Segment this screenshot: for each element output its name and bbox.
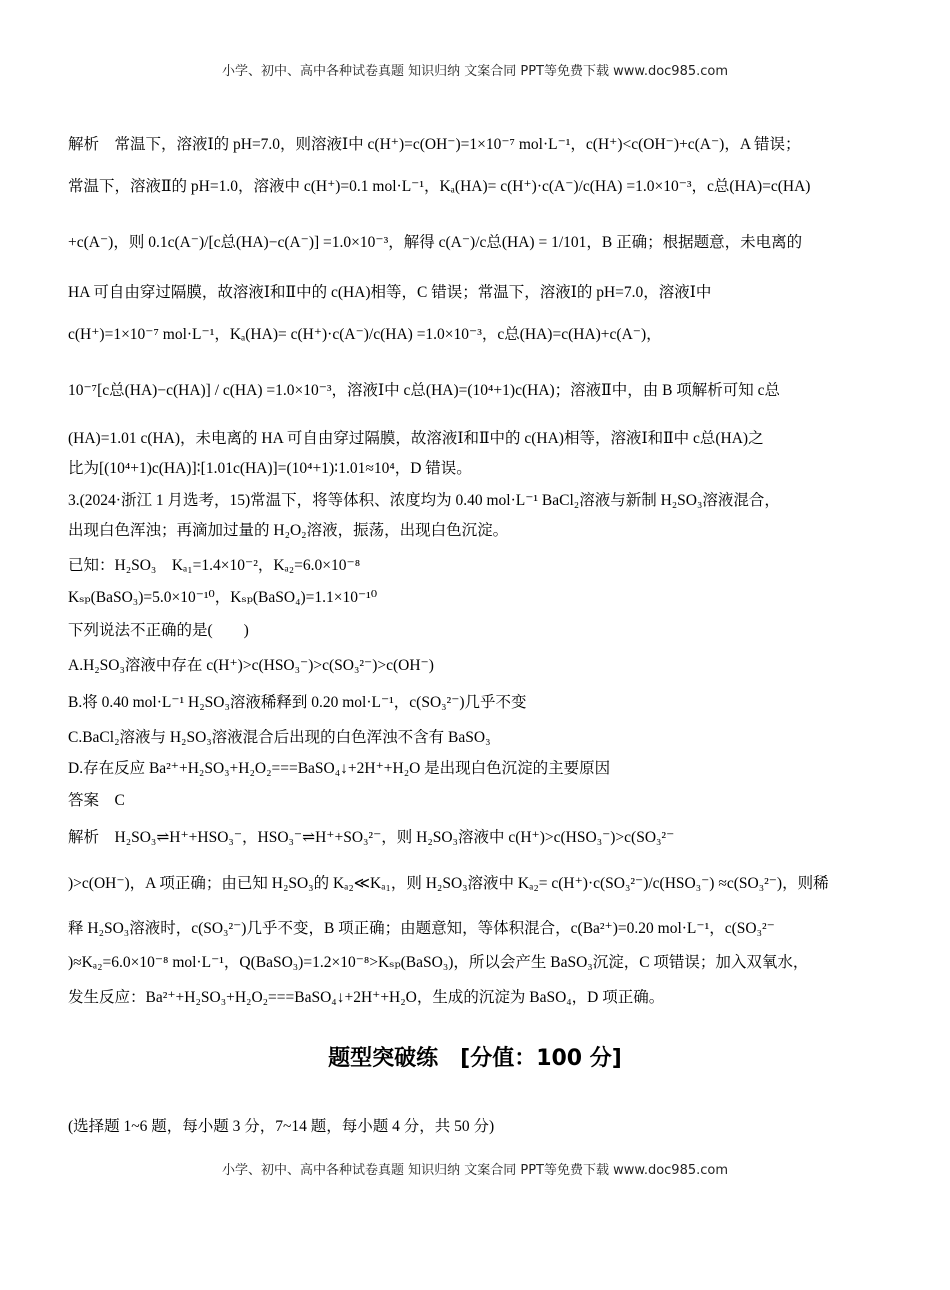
option-d: D.存在反应 Ba²⁺+H₂SO₃+H₂O₂===BaSO₄↓+2H⁺+H₂O 是出现白色沉淀的主要原因 — [68, 760, 611, 777]
text-line: 解析 H₂SO₃⇌H⁺+HSO₃⁻，HSO₃⁻⇌H⁺+SO₃²⁻，则 H₂SO₃溶液中 c(H⁺)>c(HSO₃⁻)>c(SO₃²⁻ — [68, 829, 675, 846]
given-data: 已知：H₂SO₃ Kₐ₁=1.4×10⁻²，Kₐ₂=6.0×10⁻⁸ — [68, 557, 361, 574]
question-prompt: 下列说法不正确的是( ) — [68, 622, 249, 639]
text-line: HA 可自由穿过隔膜，故溶液Ⅰ和Ⅱ中的 c(HA)相等，C 错误；常温下，溶液Ⅰ的 pH=7.0，溶液Ⅰ中 — [68, 284, 712, 301]
text-line: +c(A⁻)，则 0.1c(A⁻)/[c总(HA)−c(A⁻)] =1.0×10⁻³，解得 c(A⁻)/c总(HA) = 1/101，B 正确；根据题意，未电离的 — [68, 234, 803, 251]
page-header: 小学、初中、高中各种试卷真题 知识归纳 文案合同 PPT等免费下载 www.doc985.com — [221, 64, 729, 79]
text-line: 比为[(10⁴+1)c(HA)]∶[1.01c(HA)]=(10⁴+1)∶1.01≈10⁴，D 错误。 — [68, 460, 472, 477]
text-line: 常温下，溶液Ⅱ的 pH=1.0，溶液中 c(H⁺)=0.1 mol·L⁻¹，Kₐ(HA)= c(H⁺)·c(A⁻)/c(HA) =1.0×10⁻³，c总(HA)=c(HA) — [68, 178, 811, 195]
question-stem: 3.(2024·浙江 1 月选考，15)常温下，将等体积、浓度均为 0.40 mol·L⁻¹ BaCl₂溶液与新制 H₂SO₃溶液混合， — [68, 492, 780, 509]
page-footer: 小学、初中、高中各种试卷真题 知识归纳 文案合同 PPT等免费下载 www.doc985.com — [221, 1163, 729, 1178]
section-note: (选择题 1~6 题，每小题 3 分，7~14 题，每小题 4 分，共 50 分) — [68, 1118, 495, 1135]
text-line: 释 H₂SO₃溶液时，c(SO₃²⁻)几乎不变，B 项正确；由题意知，等体积混合，c(Ba²⁺)=0.20 mol·L⁻¹，c(SO₃²⁻ — [68, 920, 775, 937]
option-c: C.BaCl₂溶液与 H₂SO₃溶液混合后出现的白色浑浊不含有 BaSO₃ — [68, 729, 491, 746]
text-line: )>c(OH⁻)，A 项正确；由已知 H₂SO₃的 Kₐ₂≪Kₐ₁，则 H₂SO₃溶液中 Kₐ₂= c(H⁺)·c(SO₃²⁻)/c(HSO₃⁻) ≈c(SO₃²⁻)，则稀 — [68, 875, 829, 892]
question-stem: 出现白色浑浊；再滴加过量的 H₂O₂溶液，振荡，出现白色沉淀。 — [68, 522, 509, 539]
given-data: Kₛₚ(BaSO₃)=5.0×10⁻¹⁰，Kₛₚ(BaSO₄)=1.1×10⁻¹⁰ — [68, 589, 378, 606]
text-line: 10⁻⁷[c总(HA)−c(HA)] / c(HA) =1.0×10⁻³，溶液Ⅰ中 c总(HA)=(10⁴+1)c(HA)；溶液Ⅱ中，由 B 项解析可知 c总 — [68, 382, 781, 399]
section-title: 题型突破练 [分值：100 分] — [328, 1046, 622, 1071]
option-b: B.将 0.40 mol·L⁻¹ H₂SO₃溶液稀释到 0.20 mol·L⁻¹，c(SO₃²⁻)几乎不变 — [68, 694, 527, 711]
answer: 答案 C — [68, 792, 125, 809]
text-line: )≈Kₐ₂=6.0×10⁻⁸ mol·L⁻¹，Q(BaSO₃)=1.2×10⁻⁸>Kₛₚ(BaSO₃)，所以会产生 BaSO₃沉淀，C 项错误；加入双氧水， — [68, 954, 809, 971]
text-line: 发生反应：Ba²⁺+H₂SO₃+H₂O₂===BaSO₄↓+2H⁺+H₂O，生成的沉淀为 BaSO₄，D 项正确。 — [68, 989, 665, 1006]
text-line: (HA)=1.01 c(HA)，未电离的 HA 可自由穿过隔膜，故溶液Ⅰ和Ⅱ中的 c(HA)相等，溶液Ⅰ和Ⅱ中 c总(HA)之 — [68, 430, 764, 447]
text-line: 解析 常温下，溶液Ⅰ的 pH=7.0，则溶液Ⅰ中 c(H⁺)=c(OH⁻)=1×10⁻⁷ mol·L⁻¹，c(H⁺)<c(OH⁻)+c(A⁻)，A 错误； — [68, 136, 801, 153]
option-a: A.H₂SO₃溶液中存在 c(H⁺)>c(HSO₃⁻)>c(SO₃²⁻)>c(OH⁻) — [68, 657, 434, 674]
text-line: c(H⁺)=1×10⁻⁷ mol·L⁻¹，Kₐ(HA)= c(H⁺)·c(A⁻)/c(HA) =1.0×10⁻³，c总(HA)=c(HA)+c(A⁻)， — [68, 326, 662, 343]
